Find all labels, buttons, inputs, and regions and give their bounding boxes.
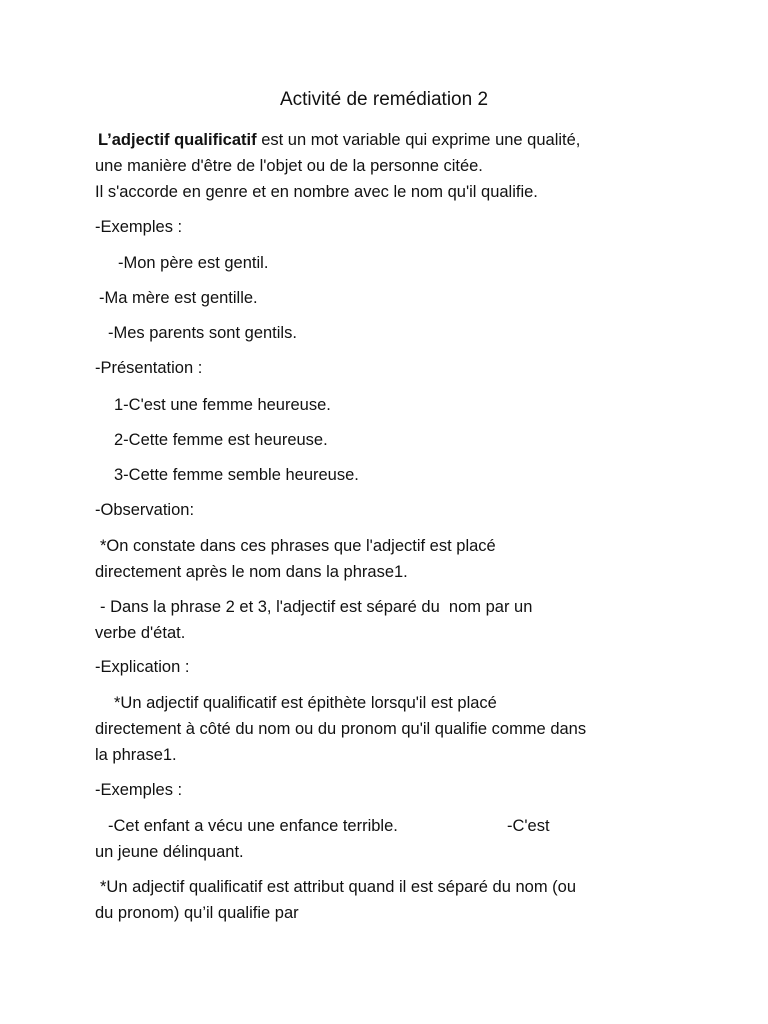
attribut-line: du pronom) qu’il qualifie par	[95, 904, 299, 922]
observation-line: verbe d'état.	[95, 624, 186, 642]
exemples-heading-2: -Exemples :	[95, 781, 183, 799]
exemples-heading-1: -Exemples :	[95, 218, 183, 236]
intro-rest: est un mot variable qui exprime une qualité,	[256, 131, 581, 149]
attribut-line: *Un adjectif qualificatif est attribut quand il est séparé du nom (ou	[100, 878, 577, 896]
example-line: un jeune délinquant.	[95, 843, 244, 861]
observation-line: directement après le nom dans la phrase1.	[95, 563, 408, 581]
observation-heading: -Observation:	[95, 501, 195, 519]
intro-term: L’adjectif qualificatif	[98, 131, 257, 149]
intro-line-2: une manière d'être de l'objet ou de la personne citée.	[95, 157, 483, 175]
observation-line: - Dans la phrase 2 et 3, l'adjectif est séparé du nom par un	[100, 598, 533, 616]
explication-line: directement à côté du nom ou du pronom qu'il qualifie comme dans	[95, 720, 587, 738]
example-item: -Mon père est gentil.	[118, 254, 269, 272]
intro-line-1	[98, 128, 580, 152]
presentation-item: 2-Cette femme est heureuse.	[114, 431, 328, 449]
explication-line: *Un adjectif qualificatif est épithète lorsqu'il est placé	[114, 694, 497, 712]
example-line: -Cet enfant a vécu une enfance terrible.	[108, 817, 398, 835]
observation-line: *On constate dans ces phrases que l'adjectif est placé	[100, 537, 496, 555]
explication-heading: -Explication :	[95, 658, 190, 676]
intro-line-3: Il s'accorde en genre et en nombre avec le nom qu'il qualifie.	[95, 183, 538, 201]
example-item: -Ma mère est gentille.	[99, 289, 258, 307]
presentation-item: 1-C'est une femme heureuse.	[114, 396, 331, 414]
explication-line: la phrase1.	[95, 746, 177, 764]
page-title: Activité de remédiation 2	[279, 89, 489, 110]
example-item: -Mes parents sont gentils.	[108, 324, 297, 342]
presentation-heading: -Présentation :	[95, 359, 203, 377]
example-line: -C'est	[507, 817, 550, 835]
presentation-item: 3-Cette femme semble heureuse.	[114, 466, 359, 484]
